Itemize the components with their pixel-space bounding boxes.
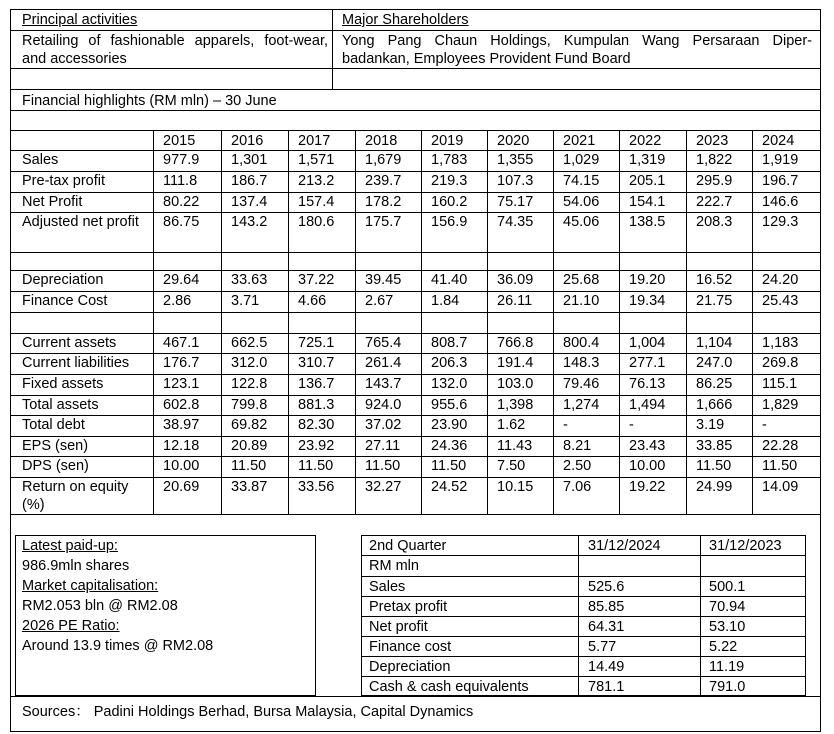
table-cell: 74.35	[497, 214, 534, 230]
table-cell: 1,494	[629, 397, 666, 413]
table-cell: 20.89	[231, 438, 268, 454]
row-label: Pre-tax profit	[22, 173, 105, 189]
quarter-row-label: Cash & cash equivalents	[369, 679, 529, 695]
table-cell: 21.10	[563, 293, 600, 309]
year-header-2016: 2016	[231, 133, 264, 149]
quarter-row-label: Sales	[369, 579, 406, 595]
row-label: Total debt	[22, 417, 85, 433]
quarter-unit: RM mln	[369, 558, 419, 574]
row-label: Depreciation	[22, 272, 104, 288]
table-cell: 11.50	[762, 458, 798, 474]
table-cell: 132.0	[431, 376, 468, 392]
quarter-row-label: Net profit	[369, 619, 428, 635]
table-cell: 881.3	[298, 397, 335, 413]
year-header-2021: 2021	[563, 133, 596, 149]
table-cell: 1.84	[431, 293, 460, 309]
table-cell: 213.2	[298, 173, 335, 189]
quarter-cell: 85.85	[588, 599, 625, 615]
quarter-col-header: 31/12/2023	[709, 538, 782, 554]
table-cell: 1,919	[762, 152, 799, 168]
table-cell: 11.50	[365, 458, 401, 474]
table-cell: 3.71	[231, 293, 260, 309]
table-cell: -	[629, 417, 634, 433]
principal-activities-title: Principal activities	[22, 12, 138, 28]
row-label: Finance Cost	[22, 293, 108, 309]
table-cell: 136.7	[298, 376, 335, 392]
table-cell: 148.3	[563, 355, 600, 371]
year-header-2019: 2019	[431, 133, 464, 149]
table-cell: 1,666	[696, 397, 733, 413]
table-cell: 1,571	[298, 152, 335, 168]
year-header-2024: 2024	[762, 133, 795, 149]
table-cell: 160.2	[431, 194, 468, 210]
table-cell: 222.7	[696, 194, 733, 210]
table-cell: 69.82	[231, 417, 268, 433]
table-cell: 3.19	[696, 417, 725, 433]
table-cell: 26.11	[497, 293, 533, 309]
quarter-cell: 525.6	[588, 579, 625, 595]
year-header-2022: 2022	[629, 133, 662, 149]
pe-ratio-value: Around 13.9 times @ RM2.08	[22, 638, 214, 654]
table-cell: 76.13	[629, 376, 666, 392]
table-cell: 122.8	[231, 376, 268, 392]
table-cell: 154.1	[629, 194, 666, 210]
year-header-2018: 2018	[365, 133, 398, 149]
table-cell: 7.50	[497, 458, 526, 474]
table-cell: 12.18	[163, 438, 200, 454]
table-cell: 1,319	[629, 152, 666, 168]
table-cell: 33.56	[298, 479, 335, 495]
table-cell: 310.7	[298, 355, 335, 371]
row-label: Fixed assets	[22, 376, 104, 392]
table-cell: -	[563, 417, 568, 433]
quarter-row-label: Pretax profit	[369, 599, 448, 615]
table-cell: 24.36	[431, 438, 468, 454]
table-cell: 977.9	[163, 152, 200, 168]
table-cell: 1,829	[762, 397, 799, 413]
table-cell: 22.28	[762, 438, 799, 454]
table-cell: 86.75	[163, 214, 200, 230]
table-cell: 269.8	[762, 355, 799, 371]
quarter-col-header: 31/12/2024	[588, 538, 661, 554]
table-cell: 467.1	[163, 335, 200, 351]
row-label: Sales	[22, 152, 59, 168]
table-cell: 24.20	[762, 272, 799, 288]
table-cell: 1,183	[762, 335, 799, 351]
table-cell: 191.4	[497, 355, 534, 371]
table-cell: 1,822	[696, 152, 733, 168]
table-cell: 1,301	[231, 152, 268, 168]
row-label: Current assets	[22, 335, 117, 351]
market-cap-value: RM2.053 bln @ RM2.08	[22, 598, 178, 614]
table-cell: 29.64	[163, 272, 200, 288]
table-cell: 19.34	[629, 293, 666, 309]
table-cell: 1,029	[563, 152, 600, 168]
table-cell: 180.6	[298, 214, 335, 230]
table-cell: 662.5	[231, 335, 268, 351]
table-cell: 800.4	[563, 335, 600, 351]
table-cell: 247.0	[696, 355, 733, 371]
quarter-cell: 11.19	[709, 659, 745, 675]
table-cell: 10.00	[163, 458, 200, 474]
table-cell: 955.6	[431, 397, 468, 413]
table-cell: 24.52	[431, 479, 468, 495]
table-cell: 143.2	[231, 214, 268, 230]
table-cell: 23.92	[298, 438, 335, 454]
table-cell: 1,104	[696, 335, 733, 351]
table-cell: 157.4	[298, 194, 335, 210]
table-cell: 138.5	[629, 214, 666, 230]
sources-note: Sources： Padini Holdings Berhad, Bursa Malaysia, Capital Dynamics	[22, 704, 474, 720]
table-cell: 27.11	[365, 438, 401, 454]
table-cell: 208.3	[696, 214, 733, 230]
table-cell: 924.0	[365, 397, 402, 413]
table-cell: 39.45	[365, 272, 402, 288]
table-cell: 137.4	[231, 194, 268, 210]
table-cell: 11.50	[431, 458, 467, 474]
table-cell: 146.6	[762, 194, 799, 210]
table-cell: 4.66	[298, 293, 327, 309]
table-cell: 156.9	[431, 214, 468, 230]
table-cell: 10.00	[629, 458, 666, 474]
table-cell: 79.46	[563, 376, 600, 392]
pe-ratio-label: 2026 PE Ratio:	[22, 618, 120, 634]
table-cell: 129.3	[762, 214, 799, 230]
table-cell: 8.21	[563, 438, 592, 454]
row-label: Total assets	[22, 397, 99, 413]
table-cell: 82.30	[298, 417, 335, 433]
table-cell: 2.67	[365, 293, 394, 309]
table-cell: 7.06	[563, 479, 592, 495]
table-cell: 23.90	[431, 417, 468, 433]
table-cell: 1,355	[497, 152, 534, 168]
year-header-2015: 2015	[163, 133, 196, 149]
table-cell: 312.0	[231, 355, 268, 371]
principal-activities-text: Retailing of fashionable apparels, foot-wear, and accessories	[22, 33, 328, 67]
table-cell: 33.85	[696, 438, 733, 454]
table-cell: 86.25	[696, 376, 733, 392]
table-cell: 143.7	[365, 376, 402, 392]
table-cell: 1,783	[431, 152, 468, 168]
table-cell: 766.8	[497, 335, 534, 351]
table-cell: 206.3	[431, 355, 468, 371]
year-header-2017: 2017	[298, 133, 331, 149]
row-label: DPS (sen)	[22, 458, 89, 474]
table-cell: 205.1	[629, 173, 666, 189]
paid-up-label: Latest paid-up:	[22, 538, 118, 554]
table-cell: 261.4	[365, 355, 402, 371]
table-cell: 36.09	[497, 272, 534, 288]
financial-highlights-title: Financial highlights (RM mln) – 30 June	[22, 93, 277, 109]
quarter-row-label: Finance cost	[369, 639, 452, 655]
quarter-cell: 781.1	[588, 679, 625, 695]
table-cell: 1,274	[563, 397, 600, 413]
table-cell: 2.86	[163, 293, 192, 309]
table-cell: 10.15	[497, 479, 534, 495]
major-shareholders-title: Major Shareholders	[342, 12, 469, 28]
table-cell: 103.0	[497, 376, 534, 392]
table-cell: 54.06	[563, 194, 600, 210]
quarter-title: 2nd Quarter	[369, 538, 447, 554]
year-header-2020: 2020	[497, 133, 530, 149]
row-label: Net Profit	[22, 194, 83, 210]
table-cell: 111.8	[163, 173, 198, 189]
table-cell: 37.02	[365, 417, 402, 433]
table-cell: 80.22	[163, 194, 200, 210]
table-cell: 196.7	[762, 173, 799, 189]
table-cell: 11.43	[497, 438, 533, 454]
table-cell: 25.68	[563, 272, 600, 288]
table-cell: 123.1	[163, 376, 200, 392]
quarter-cell: 5.22	[709, 639, 738, 655]
table-cell: 32.27	[365, 479, 402, 495]
table-cell: 219.3	[431, 173, 468, 189]
table-cell: 239.7	[365, 173, 402, 189]
quarter-cell: 70.94	[709, 599, 746, 615]
table-cell: 176.7	[163, 355, 200, 371]
row-label: Current liabilities	[22, 355, 130, 371]
quarter-cell: 53.10	[709, 619, 746, 635]
table-cell: 725.1	[298, 335, 335, 351]
year-header-2023: 2023	[696, 133, 729, 149]
table-cell: 1,398	[497, 397, 534, 413]
table-cell: 799.8	[231, 397, 268, 413]
table-cell: 808.7	[431, 335, 468, 351]
table-cell: 33.63	[231, 272, 268, 288]
table-cell: 16.52	[696, 272, 733, 288]
table-cell: 33.87	[231, 479, 268, 495]
table-cell: 2.50	[563, 458, 592, 474]
table-cell: 14.09	[762, 479, 799, 495]
table-cell: 19.22	[629, 479, 666, 495]
table-cell: 25.43	[762, 293, 799, 309]
table-cell: 1,004	[629, 335, 666, 351]
table-cell: 107.3	[497, 173, 534, 189]
table-cell: 277.1	[629, 355, 666, 371]
table-cell: 11.50	[231, 458, 267, 474]
quarter-row-label: Depreciation	[369, 659, 451, 675]
table-cell: 23.43	[629, 438, 666, 454]
paid-up-value: 986.9mln shares	[22, 558, 130, 574]
table-cell: 74.15	[563, 173, 600, 189]
table-cell: 38.97	[163, 417, 200, 433]
row-label: Return on equity (%)	[22, 479, 129, 513]
quarter-cell: 14.49	[588, 659, 625, 675]
table-cell: 1.62	[497, 417, 526, 433]
table-cell: 11.50	[298, 458, 334, 474]
table-cell: 75.17	[497, 194, 534, 210]
table-cell: -	[762, 417, 767, 433]
table-cell: 765.4	[365, 335, 402, 351]
major-shareholders-text: Yong Pang Chaun Holdings, Kumpulan Wang Persaraan Diper-badankan, Employees Provident Fund Board	[342, 33, 812, 67]
table-cell: 175.7	[365, 214, 402, 230]
table-cell: 602.8	[163, 397, 200, 413]
quarter-cell: 500.1	[709, 579, 746, 595]
table-cell: 186.7	[231, 173, 268, 189]
row-label: Adjusted net profit	[22, 214, 139, 230]
table-cell: 20.69	[163, 479, 200, 495]
row-label: EPS (sen)	[22, 438, 89, 454]
table-cell: 178.2	[365, 194, 402, 210]
table-cell: 295.9	[696, 173, 733, 189]
table-cell: 1,679	[365, 152, 402, 168]
table-cell: 24.99	[696, 479, 733, 495]
table-cell: 11.50	[696, 458, 732, 474]
table-cell: 37.22	[298, 272, 335, 288]
table-cell: 115.1	[762, 376, 798, 392]
quarter-cell: 64.31	[588, 619, 625, 635]
market-cap-label: Market capitalisation:	[22, 578, 159, 594]
table-cell: 21.75	[696, 293, 733, 309]
table-cell: 41.40	[431, 272, 468, 288]
table-cell: 45.06	[563, 214, 600, 230]
quarter-cell: 5.77	[588, 639, 617, 655]
quarter-cell: 791.0	[709, 679, 746, 695]
table-cell: 19.20	[629, 272, 666, 288]
